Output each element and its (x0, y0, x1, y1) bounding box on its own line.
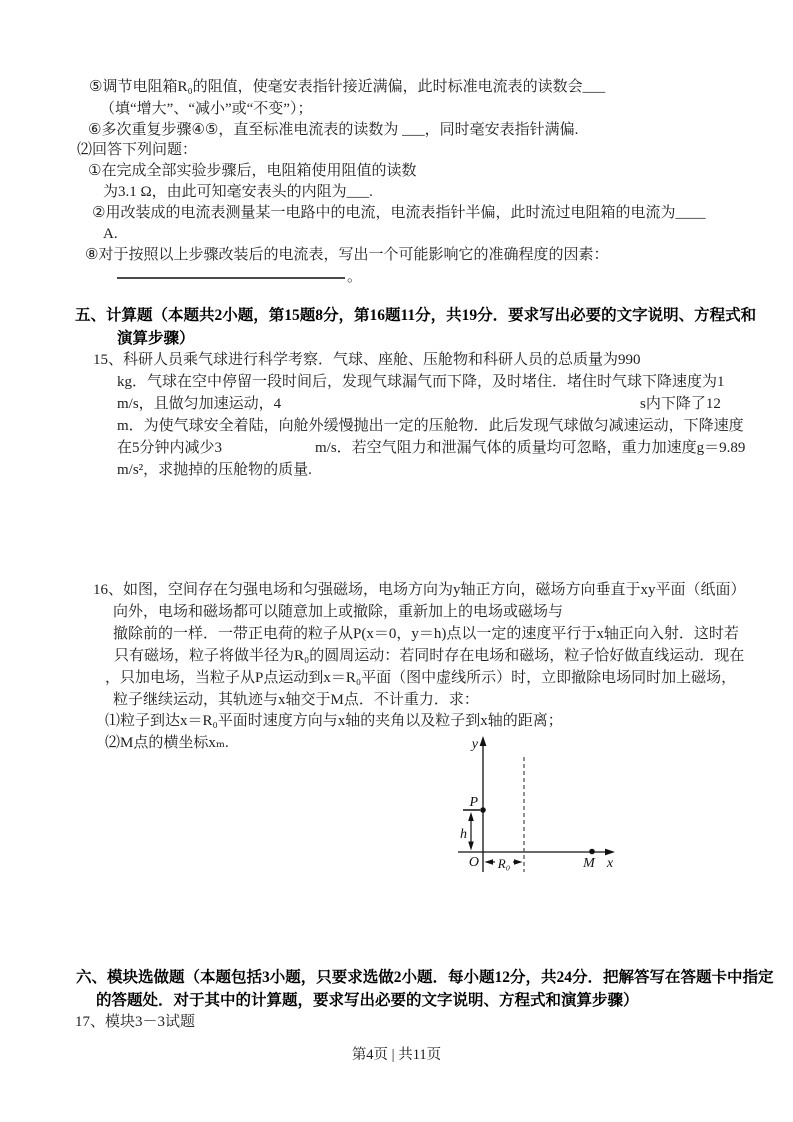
exp-part2-header: ⑵回答下列问题： (77, 142, 198, 158)
x-axis-arrow-icon (605, 849, 615, 856)
section5-title-line2: 演算步骤） (117, 330, 195, 347)
p17-label: 17、模块3－3试题 (75, 1014, 196, 1030)
p15-line3-right: s内下降了12 (640, 396, 721, 412)
h-arrow-down-icon (468, 842, 474, 851)
exp-q2-line1: ②用改装成的电流表测量某一电路中的电流，电流表指针半偏，此时流过电阻箱的电流为____ (92, 205, 706, 221)
point-m-dot (589, 849, 595, 855)
p15-line5-right: m/s．若空气阻力和泄漏气体的质量均可忽略，重力加速度g＝9.89 (315, 440, 746, 456)
p15-line4: m．为使气球安全着陆，向舱外缓慢抛出一定的压舱物．此后发现气球做匀减速运动，下降速度 (117, 418, 744, 434)
figure-16-diagram (440, 728, 630, 880)
point-p-label: P (469, 795, 478, 810)
exp-step6: ⑥多次重复步骤④⑤，直至标准电流表的读数为 ___，同时毫安表指针满偏. (88, 122, 579, 138)
exp-q2-line2: A. (103, 226, 118, 242)
exp-step5-line2: （填“增大”、“减小”或“不变”）； (100, 101, 313, 117)
origin-label: O (468, 855, 479, 870)
p16-sub1: ⑴粒子到达x＝R₀平面时速度方向与x轴的夹角以及粒子到x轴的距离； (105, 713, 563, 729)
p16-line4: 只有磁场，粒子将做半径为R₀的圆周运动：若同时存在电场和磁场，粒子恰好做直线运动．现在 (114, 648, 745, 664)
p15-line6: m/s²，求抛掉的压舱物的质量. (117, 462, 312, 478)
h-arrow-up-icon (468, 812, 474, 821)
point-m-label: M (583, 856, 595, 871)
r0-arrow-right-icon (514, 859, 523, 865)
section6-title-line1: 六、模块选做题（本题包括3小题，只要求选做2小题．每小题12分，共24分．把解答写在答题卡中指定 (76, 969, 774, 986)
p16-line3: 撤除前的一样．一带正电荷的粒子从P(x＝0，y＝h)点以一定的速度平行于x轴正向入射．这时若 (113, 626, 739, 642)
answer-blank-period: 。 (347, 269, 363, 285)
height-h-label: h (460, 827, 467, 842)
exp-q1-line1: ①在完成全部实验步骤后，电阻箱使用阻值的读数 (88, 163, 417, 179)
exp-q1-line2: 为3.1 Ω，由此可知毫安表头的内阻为___. (103, 184, 373, 200)
exp-step5-line1: ⑤调节电阻箱R₀的阻值，使毫安表指针接近满偏，此时标准电流表的读数会___ (89, 79, 606, 95)
exp-q3-line1: ⑧对于按照以上步骤改装后的电流表，写出一个可能影响它的准确程度的因素： (85, 247, 609, 263)
page-footer: 第4页 | 共11页 (351, 1047, 442, 1063)
p15-line1: 15、科研人员乘气球进行科学考察．气球、座舱、压舱物和科研人员的总质量为990 (93, 352, 641, 368)
p16-line6: 粒子继续运动，其轨迹与x轴交于M点．不计重力．求： (113, 692, 479, 708)
p15-line2: kg．气球在空中停留一段时间后，发现气球漏气而下降，及时堵住．堵住时气球下降速度为1 (117, 374, 725, 390)
r0-arrow-left-icon (485, 859, 494, 865)
p16-sub2: ⑵M点的横坐标xₘ. (105, 735, 229, 751)
p15-line3-left: m/s，且做匀加速运动，4 (117, 396, 282, 412)
p16-line5: ，只加电场，当粒子从P点运动到x＝R₀平面（图中虚线所示）时，立即撤除电场同时加上磁场， (105, 670, 737, 686)
y-axis-arrow-icon (480, 736, 487, 746)
r0-label: R₀ (497, 856, 511, 871)
p16-line1: 16、如图，空间存在匀强电场和匀强磁场，电场方向为y轴正方向，磁场方向垂直于xy平面（纸面） (93, 582, 746, 598)
y-axis-label: y (471, 737, 478, 752)
section6-title-line2: 的答题处．对于其中的计算题，要求写出必要的文字说明、方程式和演算步骤） (96, 992, 639, 1009)
x-axis-label: x (606, 856, 614, 871)
p16-line2: 向外，电场和磁场都可以随意加上或撤除，重新加上的电场或磁场与 (113, 604, 564, 620)
point-p-dot (480, 807, 486, 813)
section5-title-line1: 五、计算题（本题共2小题，第15题8分，第16题11分，共19分．要求写出必要的文字说明、方程式和 (75, 307, 757, 324)
answer-blank-line (117, 265, 345, 279)
p15-line5-left: 在5分钟内减少3 (117, 440, 223, 456)
